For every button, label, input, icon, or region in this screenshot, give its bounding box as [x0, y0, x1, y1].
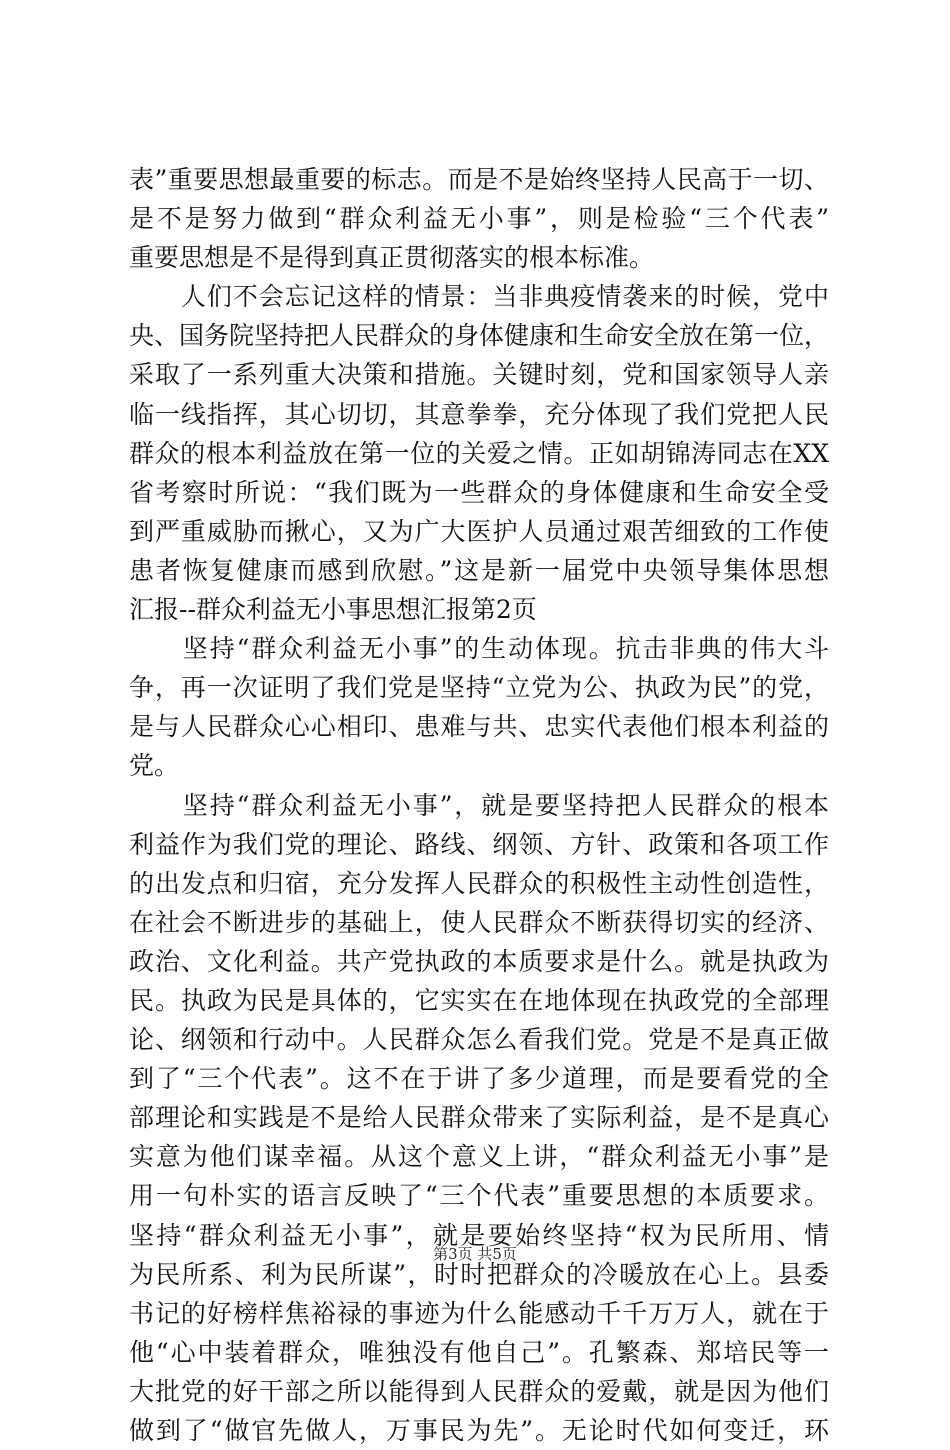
page-footer: 第3页 共5页 [433, 1245, 517, 1263]
text-line: 患者恢复健康而感到欣慰。”这是新一届党中央领导集体思想 [129, 555, 829, 585]
text-line: 坚持“群众利益无小事”，就是要坚持把人民群众的根本 [129, 790, 829, 820]
text-line: 采取了一系列重大决策和措施。关键时刻，党和国家领导人亲 [129, 360, 829, 390]
text-line: 政治、文化利益。共产党执政的本质要求是什么。就是执政为 [129, 946, 829, 976]
text-line: 坚持“群众利益无小事”，就是要始终坚持“权为民所用、情 [129, 1220, 829, 1250]
text-line: 实意为他们谋幸福。从这个意义上讲，“群众利益无小事”是 [129, 1142, 829, 1172]
text-line: 临一线指挥，其心切切，其意拳拳，充分体现了我们党把人民 [129, 399, 829, 429]
text-line: 做到了“做官先做人，万事民为先”。无论时代如何变迁，环 [129, 1416, 829, 1445]
text-line: 到了“三个代表”。这不在于讲了多少道理，而是要看党的全 [129, 1064, 829, 1094]
text-line: 利益作为我们党的理论、路线、纲领、方针、政策和各项工作 [129, 829, 829, 859]
text-line: 在社会不断进步的基础上，使人民群众不断获得切实的经济、 [129, 907, 829, 937]
text-line: 用一句朴实的语言反映了“三个代表”重要思想的本质要求。 [129, 1181, 829, 1211]
text-line: 是与人民群众心心相印、患难与共、忠实代表他们根本利益的 [129, 712, 829, 742]
text-line: 央、国务院坚持把人民群众的身体健康和生命安全放在第一位， [129, 321, 830, 351]
text-line: 人们不会忘记这样的情景：当非典疫情袭来的时候，党中 [129, 282, 829, 312]
text-line: 表”重要思想最重要的标志。而是不是始终坚持人民高于一切、 [129, 165, 829, 194]
text-line: 坚持“群众利益无小事”的生动体现。抗击非典的伟大斗 [129, 634, 829, 664]
text-line: 书记的好榜样焦裕禄的事迹为什么能感动千千万万人，就在于 [129, 1298, 829, 1328]
text-line: 论、纲领和行动中。人民群众怎么看我们党。党是不是真正做 [129, 1025, 829, 1055]
text-line: 争，再一次证明了我们党是坚持“立党为公、执政为民”的党， [129, 673, 829, 703]
text-line: 是不是努力做到“群众利益无小事”，则是检验“三个代表” [129, 204, 829, 234]
text-line: 为民所系、利为民所谋”，时时把群众的冷暖放在心上。县委 [129, 1259, 829, 1289]
text-line: 他“心中装着群众，唯独没有他自己”。孔繁森、郑培民等一 [129, 1337, 829, 1367]
text-line: 党。 [129, 751, 180, 781]
text-line: 部理论和实践是不是给人民群众带来了实际利益，是不是真心 [129, 1103, 829, 1133]
text-line: 民。执政为民是具体的，它实实在在地体现在执政党的全部理 [129, 985, 829, 1015]
text-line: 省考察时所说：“我们既为一些群众的身体健康和生命安全受 [129, 477, 829, 507]
text-line: 群众的根本利益放在第一位的关爱之情。正如胡锦涛同志在XX [129, 438, 829, 468]
text-line: 重要思想是不是得到真正贯彻落实的根本标准。 [129, 243, 655, 273]
text-line: 到严重威胁而揪心，又为广大医护人员通过艰苦细致的工作使 [129, 516, 829, 546]
text-line: 大批党的好干部之所以能得到人民群众的爱戴，就是因为他们 [129, 1376, 829, 1406]
text-line: 的出发点和归宿，充分发挥人民群众的积极性主动性创造性， [129, 868, 829, 898]
text-line: 汇报--群众利益无小事思想汇报第2页 [129, 595, 537, 625]
